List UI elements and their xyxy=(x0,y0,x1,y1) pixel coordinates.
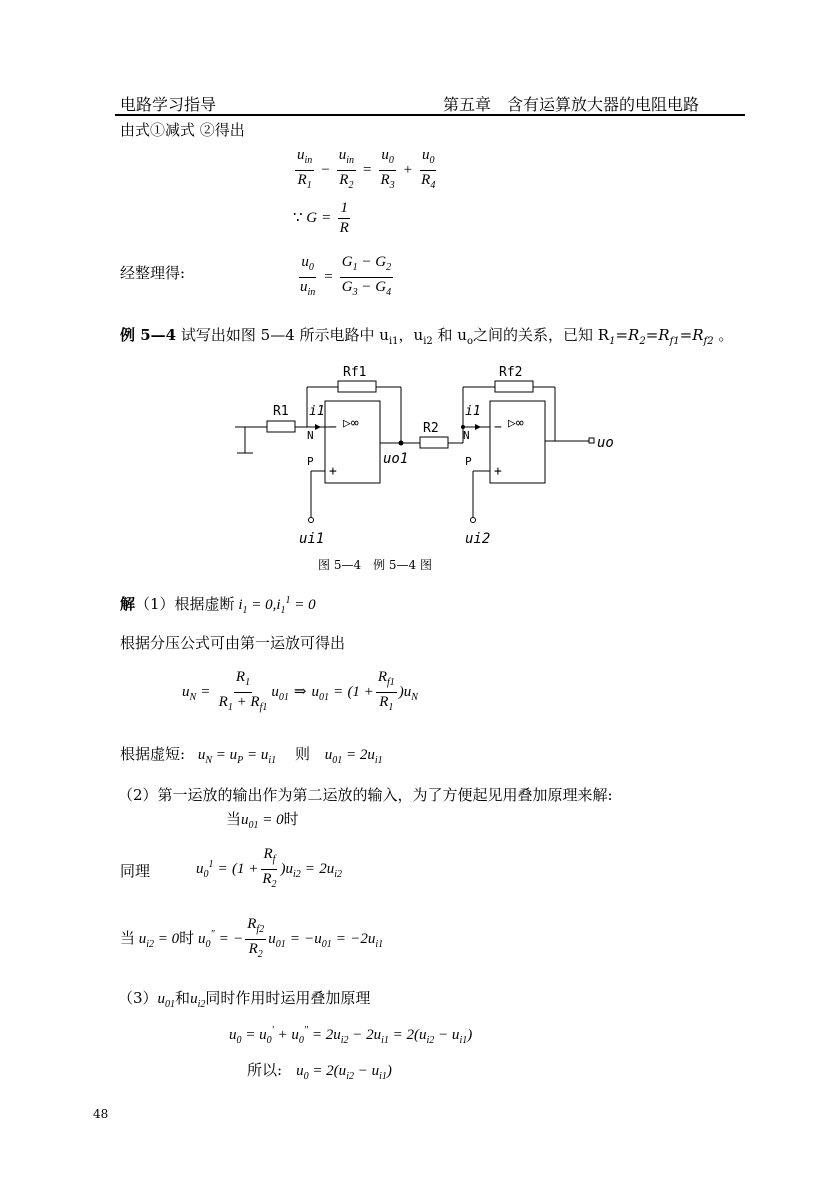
solution-step-1: 解（1）根据虚断 $i_1 = 0,i_1^1 = 0$ xyxy=(120,595,316,616)
therefore-label: 所以: xyxy=(247,1061,283,1079)
step-3-and: 和 xyxy=(175,989,191,1007)
solution-mark: 解 xyxy=(120,595,136,613)
running-header-left: 电路学习指导 xyxy=(120,95,217,114)
solution-step-1-text: （1）根据虚断 xyxy=(135,595,235,613)
opamp2-symbol: ▷∞ xyxy=(508,416,524,431)
equation-2: ∵ G = $\frac{1}{R}$ xyxy=(293,200,349,236)
example-text: 试写出如图 5—4 所示电路中 u xyxy=(180,326,389,344)
organize-label: 经整理得: xyxy=(120,264,186,282)
step-3-b: 同时作用时运用叠加原理 xyxy=(205,989,371,1007)
label-uo: uo xyxy=(597,435,614,451)
opamp1-symbol: ▷∞ xyxy=(343,416,359,431)
opamp2-plus: + xyxy=(494,464,502,479)
label-p: P xyxy=(307,455,314,468)
then-label: 则 xyxy=(294,745,310,763)
step-2-text: （2）第一运放的输出作为第二运放的输入，为了方便起见用叠加原理来解: xyxy=(118,786,613,804)
opamp1-minus: − xyxy=(329,420,337,435)
label-uo1: uo1 xyxy=(383,451,409,467)
therefore-line: 所以: $u_0 = 2(u_{i2} - u_{i1})$ xyxy=(247,1061,392,1082)
when-1-end: 时 xyxy=(283,810,299,828)
label-r1: R1 xyxy=(273,404,289,419)
equation-1: $\frac{u_{in}}{R_1}$ − $\frac{u_{in}}{R_2}$ = $\frac{u_0}{R_3}$ + $\frac{u_0}{R_4}$ xyxy=(297,147,436,191)
virtual-short-line: 根据虚短: $u_N = u_P = u_{i1}$ 则 $u_{01} = 2u_{i1}$ xyxy=(120,745,383,766)
when-2-line: 当 $u_{i2} = 0$时 $u_0^"$ = − $\frac{R_{f2}}{R_2}$ $u_{01} = -u_{01} = -2u_{i1}$ xyxy=(120,916,384,960)
label-i1-prime: i1 xyxy=(465,404,481,419)
label-i1: i1 xyxy=(309,404,325,419)
when-1-label: 当 xyxy=(226,810,242,828)
equation-divider: $u_N$ = $\frac{R_1}{R_1 + R_{f1}}$ $u_{01}$ ⇒ $u_{01} = (1$ + $\frac{R_{f1}}{R_1}$ )$u_N$ xyxy=(182,669,418,713)
header-rule xyxy=(115,114,745,116)
figure-caption: 图 5—4 例 5—4 图 xyxy=(318,558,432,572)
label-rf2: Rf2 xyxy=(499,365,523,380)
label-n-prime: N xyxy=(463,429,470,442)
label-n: N xyxy=(307,429,314,442)
intro-line: 由式①减式 ②得出 xyxy=(120,121,245,139)
equation-superposition: $u_0 = u_0' + u_0^" = 2u_{i2} - 2u_{i1} = 2(u_{i2} - u_{i1})$ xyxy=(229,1025,473,1046)
example-title: 例 5—4 xyxy=(120,326,177,344)
label-rf1: Rf1 xyxy=(343,365,367,380)
page-number: 48 xyxy=(93,1107,109,1121)
label-r2: R2 xyxy=(423,421,439,436)
label-ui2: ui2 xyxy=(465,531,491,547)
equation-similarly: $u_0^1 = (1$ + $\frac{R_f}{R_2}$ )$u_{i2} = 2u_{i2}$ xyxy=(196,846,343,890)
divider-text: 根据分压公式可由第一运放可得出 xyxy=(120,634,346,652)
when-2-mid: 时 xyxy=(179,928,195,947)
label-p-prime: P xyxy=(465,455,472,468)
example-text-end: 之间的关系，已知 R xyxy=(472,326,610,344)
running-header-right: 第五章 含有运算放大器的电阻电路 xyxy=(443,95,700,114)
when-2-label: 当 xyxy=(120,928,136,947)
virtual-short-label: 根据虚短: xyxy=(120,745,186,763)
opamp1-plus: + xyxy=(329,464,337,479)
equation-3: $\frac{u_0}{u_{in}}$ = $\frac{G_1 - G_2}{G_3 - G_4}$ xyxy=(300,254,392,298)
circuit-diagram xyxy=(225,355,615,555)
opamp2-minus: − xyxy=(494,420,502,435)
step-3-line: $(3)u_{01}$和$u_{i2}$同时作用时运用叠加原理 xyxy=(118,989,371,1010)
step-3-a: （3） xyxy=(118,989,158,1007)
label-ui1: ui1 xyxy=(299,531,325,547)
similarly-label: 同理 xyxy=(120,862,151,880)
example-line: 例 5—4 试写出如图 5—4 所示电路中 $u_{i1}$，$u_{i2}$ 和 $u_o$之间的关系，已知 $R_1=R_2=R_{f1}=R_{f2}$ 。 xyxy=(120,326,734,347)
step-2-when: 当$u_{01} = 0$时 xyxy=(226,810,299,831)
